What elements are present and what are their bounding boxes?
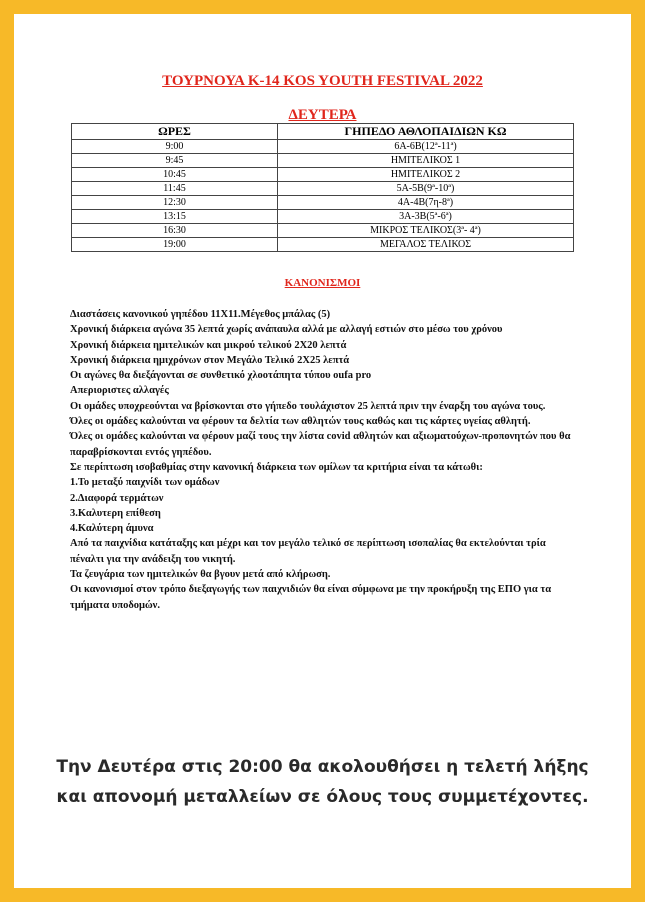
day-heading: ΔΕΥΤΕΡΑ [288,107,357,123]
time-cell: 10:45 [72,168,278,182]
rule-item: 1.Το μεταξύ παιχνίδι των ομάδων [70,477,220,489]
rule-item: Τα ζευγάρια των ημιτελικών θα βγουν μετά από κλήρωση. [70,569,331,581]
table-row [72,182,574,196]
rules-heading: ΚΑΝΟΝΙΣΜΟΙ [284,277,361,289]
rule-item: Διαστάσεις κανονικού γηπέδου 11Χ11.Μέγεθος μπάλας (5) [70,309,331,320]
time-cell: 19:00 [72,238,278,252]
rule-item: Οι αγώνες θα διεξάγονται σε συνθετικό χλοοτάπητα τύπου oufa pro [70,370,372,382]
match-cell: ΜΕΓΑΛΟΣ ΤΕΛΙΚΟΣ [278,238,574,252]
rule-item: 3.Καλυτερη επίθεση [70,507,161,519]
match-cell: ΗΜΙΤΕΛΙΚΟΣ 1 [278,154,574,168]
rule-item: Οι κανονισμοί στον τρόπο διεξαγωγής των παιχνιδιών θα είναι σύμφωνα με την προκήρυξη της ΕΠΟ για τα τμήματα υποδομών. [70,584,552,611]
match-cell: 3Α-3Β(5ª-6ª) [278,210,574,224]
rules-list [70,307,580,613]
rule-item: Χρονική διάρκεια ημιτελικών και μικρού τελικού 2Χ20 λεπτά [70,339,347,351]
match-cell: 5Α-5Β(9ª-10ª) [278,182,574,196]
table-row [72,224,574,238]
table-row [72,140,574,154]
table-row [72,154,574,168]
match-cell: 4Α-4Β(7η-8ª) [278,196,574,210]
rule-item: Απεριοριστες αλλαγές [70,385,169,397]
document-title: ΤΟΥΡΝΟΥΑ Κ-14 KOS YOUTH FESTIVAL 2022 [162,73,483,89]
rule-item: Οι ομάδες υποχρεούνται να βρίσκονται στο γήπεδο τουλάχιστον 25 λεπτά πριν την έναρξη του αγώνα τους. [70,400,546,412]
rule-item: Σε περίπτωση ισοβαθμίας στην κανονική διάρκεια των ομίλων τα κριτήρια είναι τα κάτωθι: [70,461,483,473]
rule-item: Από τα παιχνίδια κατάταξης και μέχρι και τον μεγάλο τελικό σε περίπτωση ισοπαλίας θα εκτελούνται τρία πέναλτι για την ανάδειξη του νικητή. [70,538,546,565]
schedule-table [71,123,574,252]
match-cell: ΜΙΚΡΟΣ ΤΕΛΙΚΟΣ(3ª- 4ª) [278,224,574,238]
rule-item: Χρονική διάρκεια ημιχρόνων στον Μεγάλο Τελικό 2Χ25 λεπτά [70,354,350,366]
rule-item: Χρονική διάρκεια αγώνα 35 λεπτά χωρίς ανάπαυλα αλλά με αλλαγή εστιών στο μέσω του χρόνου [70,324,503,336]
column-header-times: ΩΡΕΣ [72,124,278,140]
time-cell: 13:15 [72,210,278,224]
rule-item: Όλες οι ομάδες καλούνται να φέρουν τα δελτία των αθλητών τους καθώς και τις κάρτες υγείας αθλητή. [70,416,531,428]
time-cell: 16:30 [72,224,278,238]
table-header-row [72,124,574,140]
table-row [72,196,574,210]
rule-item: Όλες οι ομάδες καλούνται να φέρουν μαζί τους την λίστα covid αθλητών και αξιωματούχων-προπονητών που θα παραβρίσκονται εντός γηπέδου. [70,431,571,458]
time-cell: 11:45 [72,182,278,196]
time-cell: 9:00 [72,140,278,154]
table-row [72,210,574,224]
closing-ceremony-note: Την Δευτέρα στις 20:00 θα ακολουθήσει η τελετή λήξης και απονομή μεταλλείων σε όλους τους συμμετέχοντες. [56,757,589,807]
table-row [72,238,574,252]
time-cell: 9:45 [72,154,278,168]
rule-item: 2.Διαφορά τερμάτων [70,492,164,504]
table-row [72,168,574,182]
rule-item: 4.Καλύτερη άμυνα [70,523,154,535]
match-cell: ΗΜΙΤΕΛΙΚΟΣ 2 [278,168,574,182]
match-cell: 6Α-6Β(12ª-11ª) [278,140,574,154]
column-header-venue: ΓΗΠΕΔΟ ΑΘΛΟΠΑΙΔΙΩΝ ΚΩ [278,124,574,140]
time-cell: 12:30 [72,196,278,210]
